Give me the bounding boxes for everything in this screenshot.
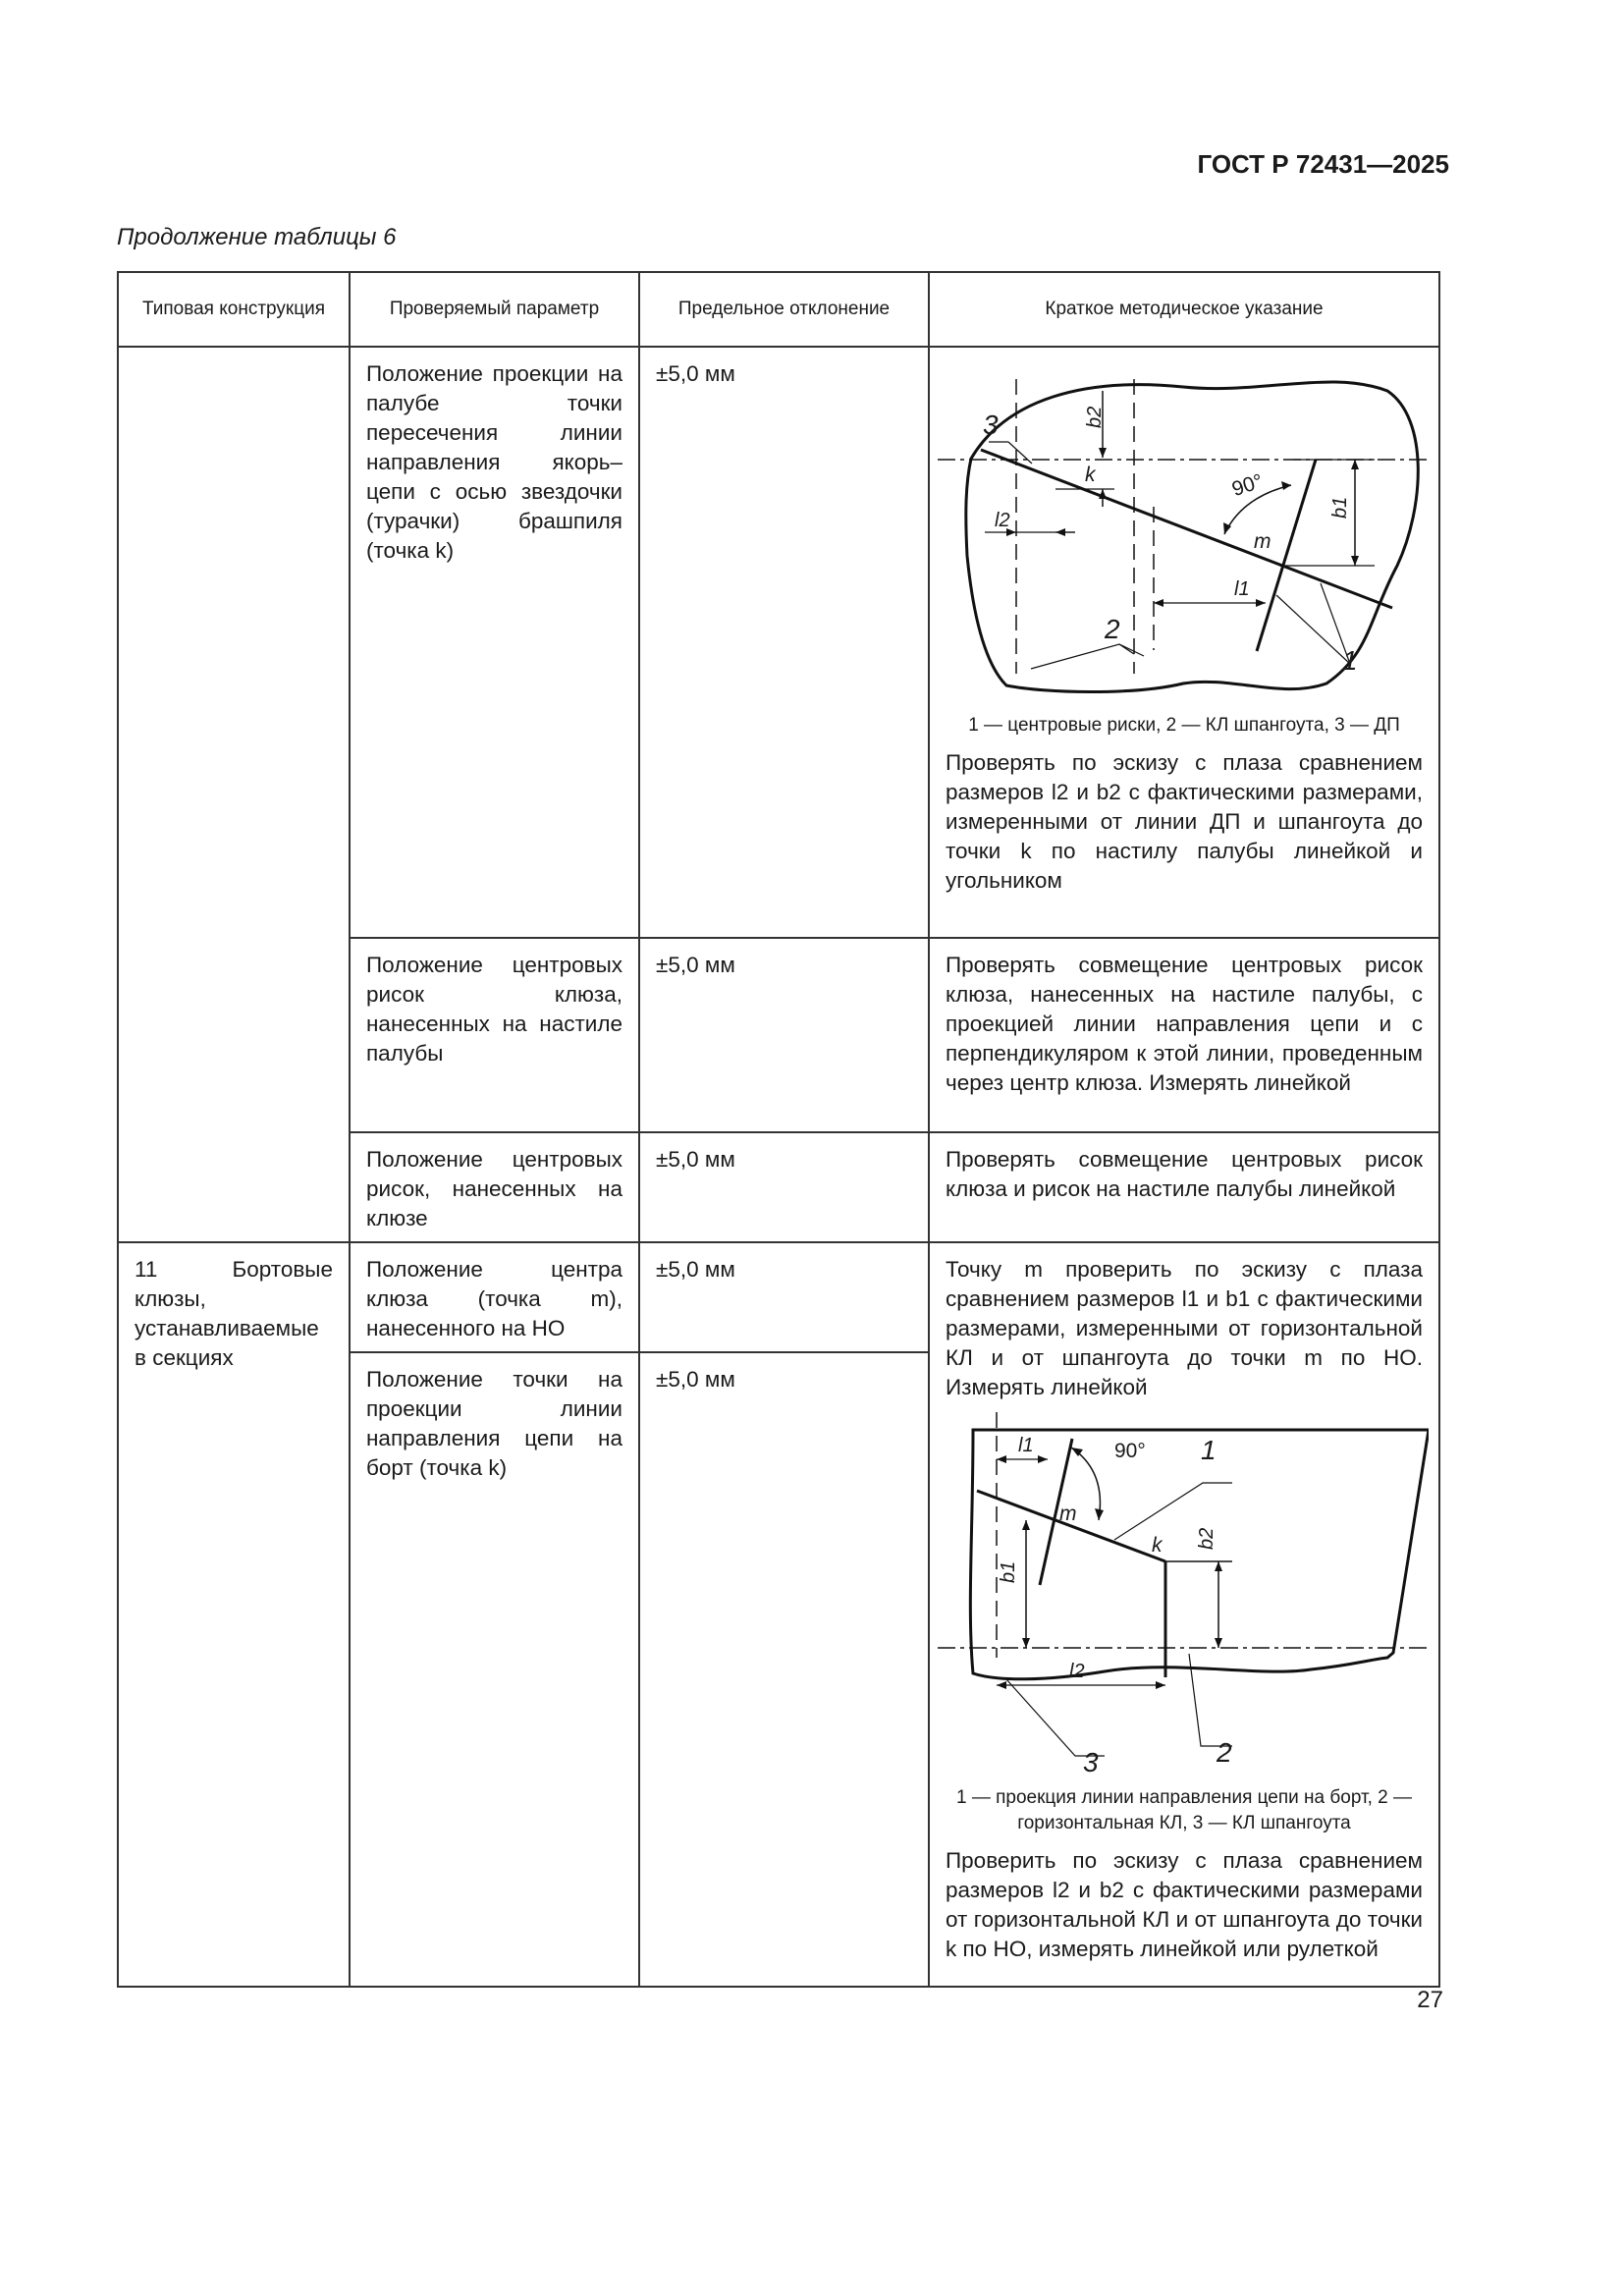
instruction-cell (929, 347, 1439, 938)
label-1: 1 (1342, 645, 1358, 676)
figure-legend: 1 — центровые риски, 2 — КЛ шпангоута, 3 — ДП (968, 715, 1400, 736)
side-projection-diagram (938, 1412, 1429, 1781)
label-2: 2 (1217, 1737, 1232, 1768)
label-90deg: 90° (1228, 469, 1267, 502)
page-number: 27 (1417, 1987, 1443, 2013)
instruction-cell (929, 938, 1439, 1132)
col-header-construction: Типовая конструкция (118, 272, 350, 347)
construction-cell (118, 1242, 350, 1987)
parameter-text: Положение центра клюза (точка m), нанесенного на НО (366, 1257, 622, 1340)
parameter-cell (350, 1242, 639, 1352)
col-header-instruction: Краткое методическое указание (929, 272, 1439, 347)
label-b1: b1 (1329, 496, 1351, 519)
table-caption: Продолжение таблицы 6 (117, 224, 397, 250)
table-row (118, 1242, 1439, 1352)
tolerance-cell (639, 1132, 929, 1242)
label-b1: b1 (998, 1560, 1019, 1583)
col-header-parameter: Проверяемый параметр (350, 272, 639, 347)
col-header-tolerance: Предельное отклонение (639, 272, 929, 347)
inspection-table (117, 271, 1440, 1988)
label-90deg: 90° (1114, 1440, 1146, 1462)
label-k: k (1152, 1534, 1163, 1557)
table-row (118, 347, 1439, 938)
label-b2: b2 (1084, 406, 1106, 428)
parameter-text: Положение центровых рисок, нанесенных на клюзе (366, 1147, 622, 1230)
table-header-row (118, 272, 1439, 347)
tolerance-text: ±5,0 мм (656, 1147, 735, 1172)
construction-text: 11 Бортовые клюзы, устанавливаемые в секциях (135, 1257, 333, 1370)
parameter-cell (350, 938, 639, 1132)
label-2: 2 (1105, 614, 1120, 644)
label-l2: l2 (995, 510, 1010, 531)
label-l1: l1 (1018, 1435, 1034, 1456)
document-code: ГОСТ Р 72431—2025 (1197, 149, 1449, 179)
instruction-text: Проверять совмещение центровых рисок клюза, нанесенных на настиле палубы, с проекцией линии направления цепи и с перпендикуляром к этой линии, проведенным через центр клюза. Измерять линейкой (946, 953, 1423, 1095)
instruction-text: Проверять по эскизу с плаза сравнением размеров l2 и b2 с фактическими размерами, измеренными от линии ДП и шпангоута до точки k по настилу палубы линейкой и угольником (946, 750, 1423, 893)
tolerance-cell (639, 347, 929, 938)
tolerance-text: ±5,0 мм (656, 1257, 735, 1282)
construction-cell-empty (118, 347, 350, 1242)
parameter-text: Положение проекции на палубе точки пересечения линии направления якорь–цепи с осью звездочки (турачки) брашпиля (точка k) (366, 361, 622, 563)
tolerance-text: ±5,0 мм (656, 953, 735, 977)
label-m: m (1059, 1503, 1077, 1525)
tolerance-cell (639, 1242, 929, 1352)
instruction-text: Точку m проверить по эскизу с плаза сравнением размеров l1 и b1 с фактическими размерами, измеренными от горизонтальной КЛ и от шпангоута до точки m по НО. Измерять линейкой (946, 1257, 1423, 1399)
parameter-text: Положение центровых рисок клюза, нанесенных на настиле палубы (366, 953, 622, 1066)
deck-projection-diagram (938, 359, 1429, 709)
parameter-cell (350, 347, 639, 938)
tolerance-cell (639, 1352, 929, 1987)
parameter-cell (350, 1352, 639, 1987)
tolerance-text: ±5,0 мм (656, 1367, 735, 1392)
label-b2: b2 (1196, 1527, 1217, 1550)
label-1: 1 (1201, 1435, 1217, 1465)
instruction-text: Проверять совмещение центровых рисок клюза и рисок на настиле палубы линейкой (946, 1147, 1423, 1201)
tolerance-text: ±5,0 мм (656, 361, 735, 386)
label-m: m (1254, 530, 1271, 553)
label-k: k (1085, 464, 1096, 486)
figure-legend: 1 — проекция линии направления цепи на борт, 2 — горизонтальная КЛ, 3 — КЛ шпангоута (955, 1787, 1412, 1833)
parameter-text: Положение точки на проекции линии направления цепи на борт (точка k) (366, 1367, 622, 1480)
tolerance-cell (639, 938, 929, 1132)
instruction-cell (929, 1132, 1439, 1242)
label-l2: l2 (1069, 1661, 1085, 1682)
instruction-cell (929, 1242, 1439, 1987)
parameter-cell (350, 1132, 639, 1242)
label-3: 3 (1083, 1747, 1099, 1777)
label-3: 3 (983, 410, 999, 440)
label-l1: l1 (1234, 578, 1250, 600)
instruction-text: Проверить по эскизу с плаза сравнением размеров l2 и b2 с фактическими размерами от горизонтальной КЛ и от шпангоута до точки k по НО, измерять линейкой или рулеткой (946, 1848, 1423, 1961)
